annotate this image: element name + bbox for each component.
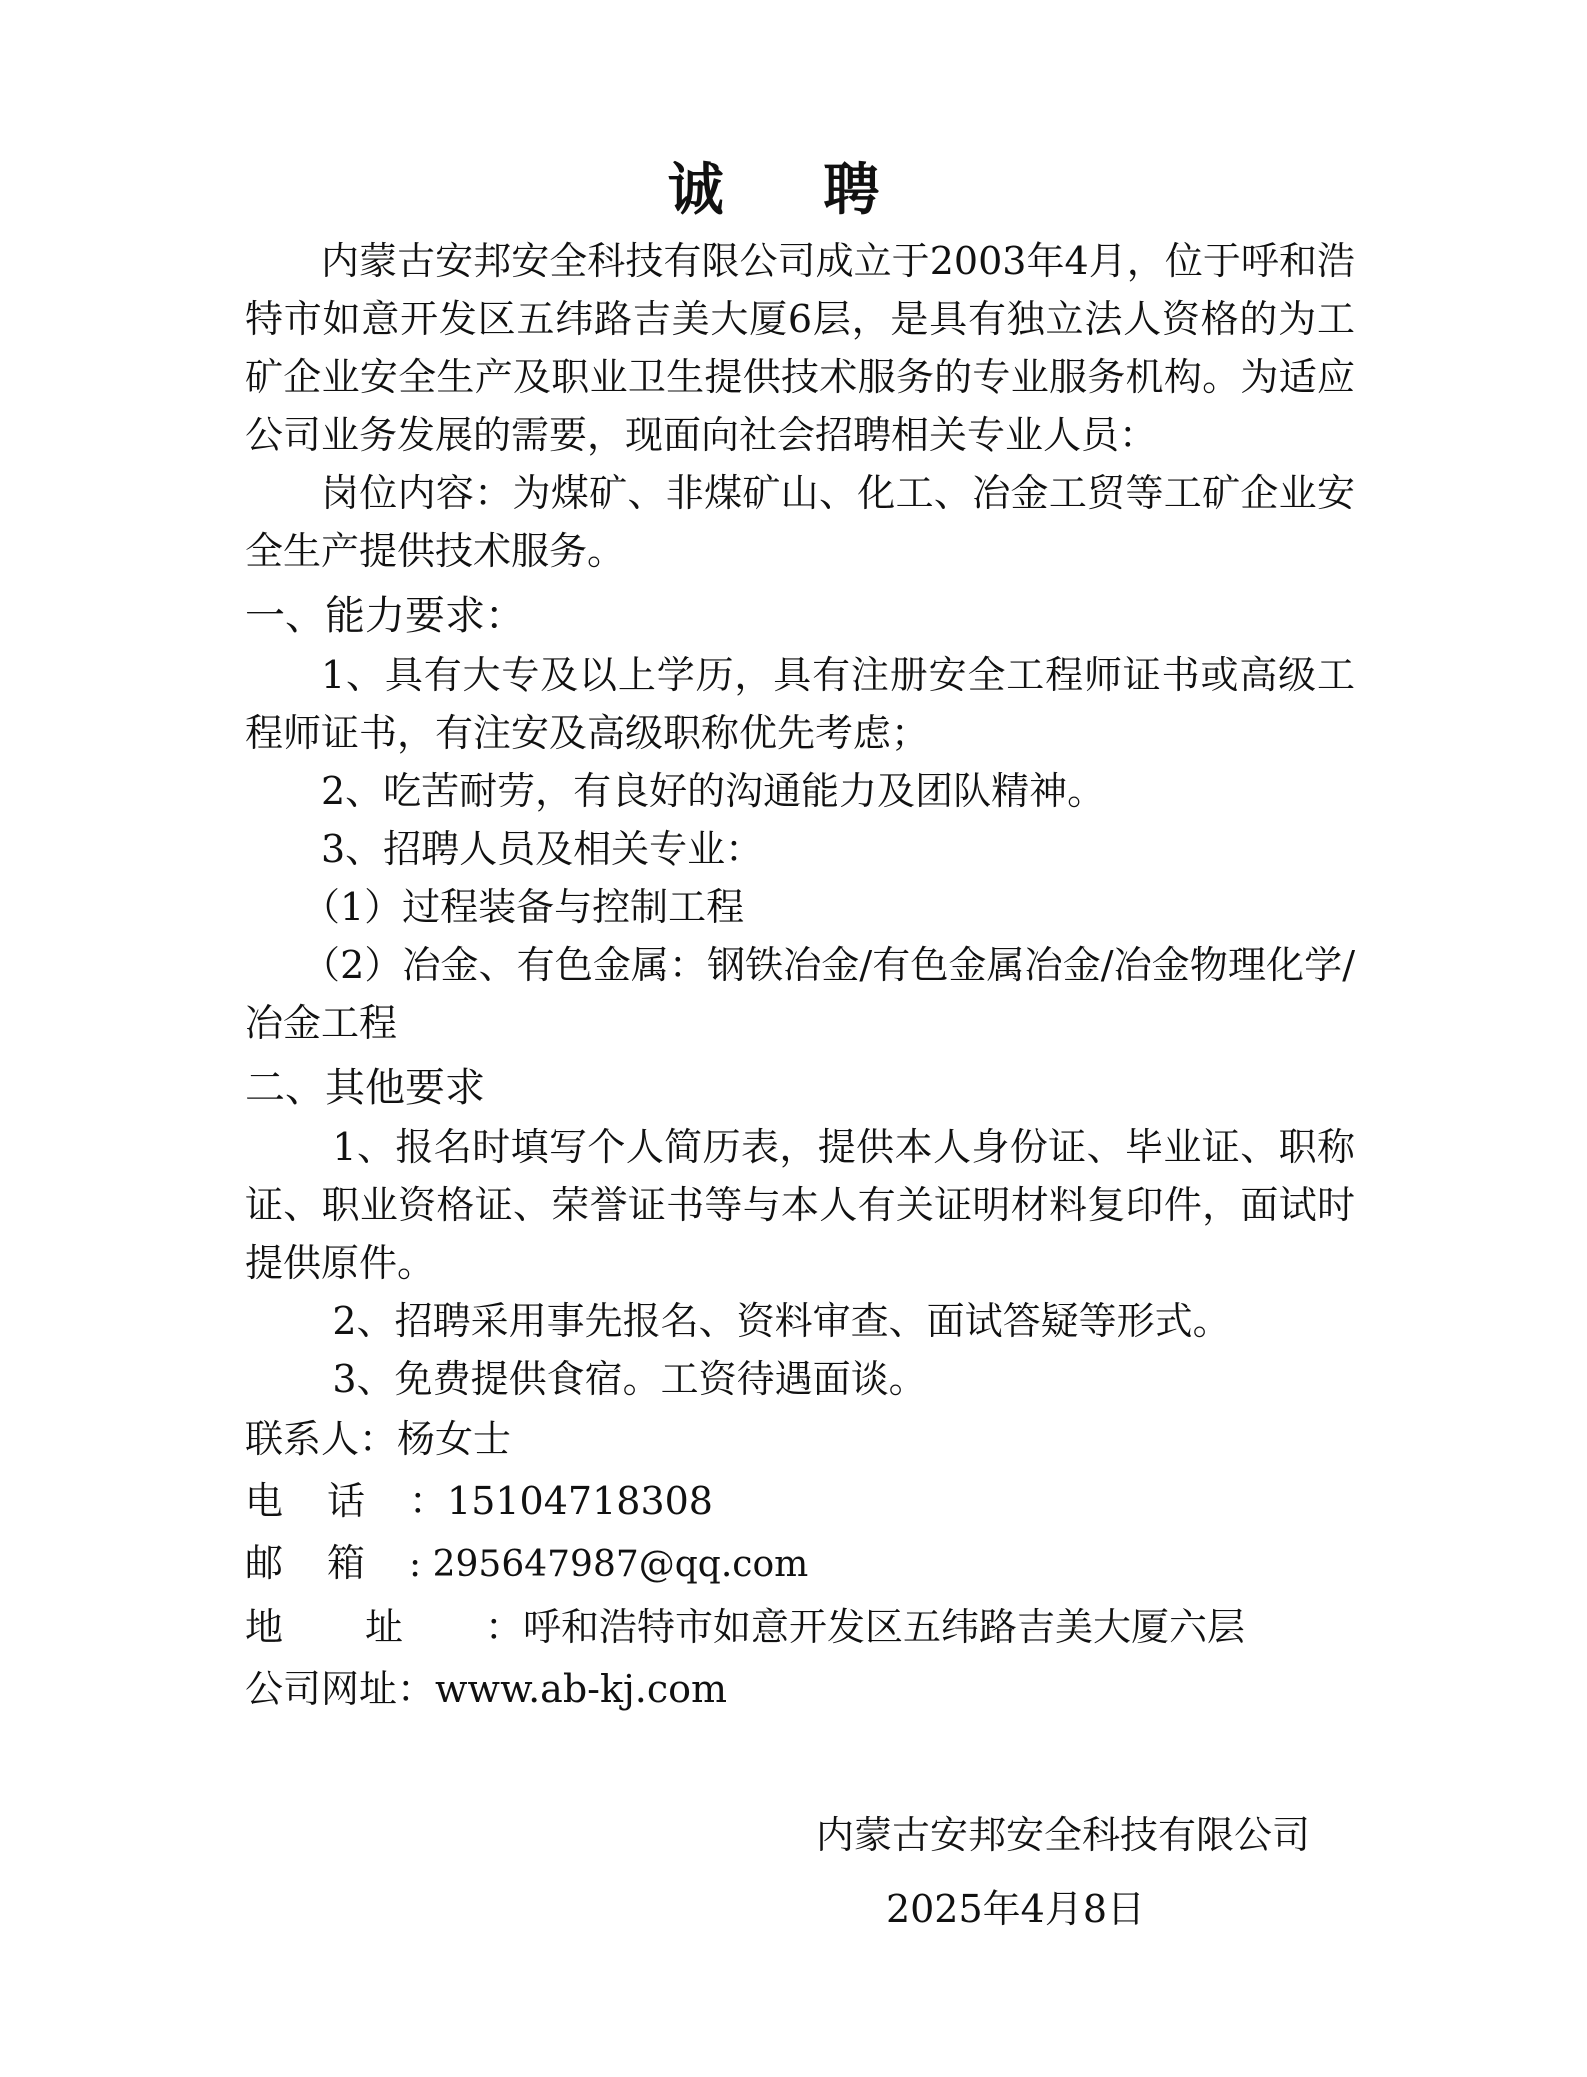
other-item: 2、招聘采用事先报名、资料审查、面试答疑等形式。 [332,1299,1231,1343]
contact-phone-colon: ： [409,1479,448,1523]
section-heading-abilities: 一、能力要求： [245,593,525,639]
contact-website-row [245,1658,1355,1720]
major-item: （1）过程装备与控制工程 [302,885,745,929]
ability-item: 1、具有大专及以上学历，具有注册安全工程师证书或高级工程师证书，有注安及高级职称优先考虑； [245,653,1355,755]
job-content-paragraph: 岗位内容：为煤矿、非煤矿山、化工、冶金工贸等工矿企业安全生产提供技术服务。 [245,471,1355,573]
contact-address-label: 地址 [245,1605,486,1649]
contact-address-value: 呼和浩特市如意开发区五纬路吉美大厦六层 [523,1605,1246,1649]
ability-item: 2、吃苦耐劳，有良好的沟通能力及团队精神。 [321,769,1106,813]
page-title: 诚 聘 [667,157,920,223]
signature-company: 内蒙古安邦安全科技有限公司 [815,1813,1310,1857]
contact-person-label: 联系人： [245,1417,398,1461]
ability-item: 3、招聘人员及相关专业： [321,827,764,871]
signature-date: 2025年4月8日 [885,1887,1145,1931]
contact-person-row [245,1408,1355,1470]
document-body [245,232,1355,1720]
contact-email-value[interactable]: 295647987@qq.com [432,1544,809,1585]
contact-email-colon: : [409,1544,422,1585]
contact-address-colon: ： [485,1605,524,1649]
contact-email-label: 邮箱 [245,1541,410,1585]
contact-email-row [245,1532,1355,1596]
contact-website-label: 公司网址： [245,1667,436,1711]
other-item: 3、免费提供食宿。工资待遇面谈。 [332,1357,927,1401]
contact-phone-value[interactable]: 15104718308 [447,1479,713,1523]
intro-paragraph: 内蒙古安邦安全科技有限公司成立于2003年4月，位于呼和浩特市如意开发区五纬路吉美大厦6层，是具有独立法人资格的为工矿企业安全生产及职业卫生提供技术服务的专业服务机构。为适应公司业务发展的需要，现面向社会招聘相关专业人员： [245,239,1355,457]
section-heading-other: 二、其他要求 [245,1065,485,1111]
contact-website-value[interactable]: www.ab-kj.com [435,1667,728,1711]
contact-phone-row [245,1470,1355,1532]
contact-phone-label: 电话 [245,1479,410,1523]
contact-person-value: 杨女士 [397,1417,512,1461]
major-item: （2）冶金、有色金属：钢铁冶金/有色金属冶金/冶金物理化学/冶金工程 [245,943,1355,1045]
other-item: 1、报名时填写个人简历表，提供本人身份证、毕业证、职称证、职业资格证、荣誉证书等与本人有关证明材料复印件，面试时提供原件。 [245,1125,1355,1285]
contact-address-row [245,1596,1355,1658]
